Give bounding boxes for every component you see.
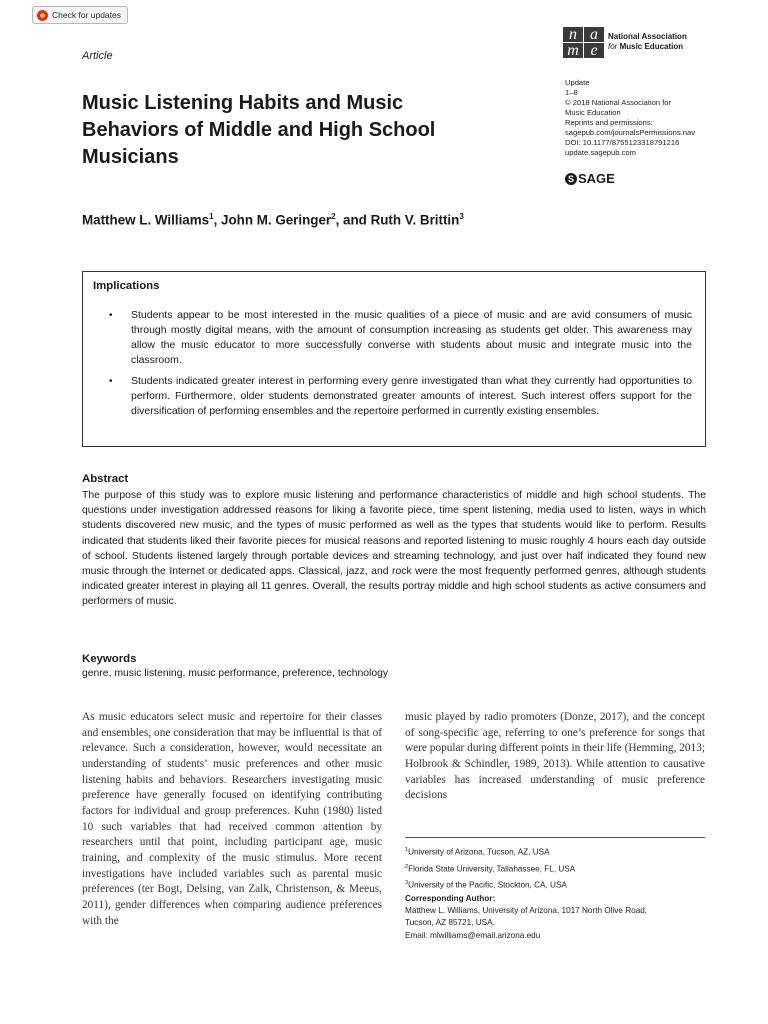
affiliations-list (405, 843, 575, 893)
implication-item (109, 308, 692, 368)
body-text-right-column: music played by radio promoters (Donze, 2017), and the concept of song-specific age, referring to one’s preference for songs that were popular during different points in their life (Hemming, 2013; Holbrook & Schindler, 1989, 2013). While attention to causative variables has increased understanding of music preference decisions (405, 711, 705, 802)
keywords-text: genre, music listening, music performance, preference, technology (82, 668, 389, 679)
bullet-icon: • (109, 376, 113, 387)
affiliation-item (405, 860, 575, 877)
footnote-divider (405, 837, 705, 838)
copyright-line1: © 2018 National Association for (565, 98, 672, 107)
sage-logo-text: SAGE (578, 171, 615, 186)
email-label: Email: (405, 930, 431, 940)
author-name: Ruth V. Brittin (370, 212, 460, 228)
author-separator: , (213, 212, 222, 228)
affiliation-item (405, 876, 575, 893)
reprints-label: Reprints and permissions: (565, 118, 653, 127)
abstract-heading: Abstract (82, 473, 129, 485)
abstract-text: The purpose of this study was to explore music listening and performance characteristics of middle and high school students. The questions under investigation addressed reasons for liking a favorite piece, time spent listening, media used to listen, ways in which students discovered new music, and the types of music performed as well as the types that students would like to perform. Results indicated that students liked their favorite pieces for musical reasons and reported listening to music roughly 4 hours each day outside of school. Students listened largely through portable devices and streaming technology, and just over half indicated they found new music through the Internet or dedicated apps. Classical, jazz, and rock were the most frequently performed genres, although students indicated greater interest in playing all 11 genres. Overall, the results portray middle and high school students as active consumers and performers of music. (82, 490, 706, 608)
author-affiliation-sup: 3 (459, 212, 464, 221)
check-for-updates-button[interactable] (32, 6, 128, 24)
body-text-left-column: As music educators select music and repertoire for their classes and ensembles, one consideration that may be influential is that of relevance. Such a consideration, however, would necessitate an understanding of students’ music preferences and other music listening habits and behaviors. Researchers investigating music preference have generally focused on identifying contributing factors for individual and group preferences. Kuhn (1980) listed 10 such variables that had received common attention by researchers until that point, including participant age, music training, and complexity of the music stimulus. More recent investigations have included variables such as parental music preferences (ter Bogt, Delsing, van Zalk, Christenson, & Meeus, 2011), gender differences when comparing audience preferences with the (82, 711, 382, 927)
check-for-updates-label: Check for updates (52, 10, 121, 20)
logo-line2-rest: Music Education (619, 42, 684, 51)
author-affiliation-sup: 2 (331, 212, 336, 221)
affiliation-sup: 3 (405, 880, 409, 887)
affiliation-sup: 1 (405, 847, 409, 853)
affiliation-item (405, 843, 575, 860)
corresponding-author (405, 893, 705, 942)
sage-logo (565, 171, 615, 186)
corresponding-author-address: Matthew L. Williams, University of Arizona, 1017 North Olive Road, (405, 906, 648, 916)
affiliation-text: University of Arizona, Tucson, AZ, USA (408, 847, 550, 857)
paper-title: Music Listening Habits and Music Behaviors of Middle and High School Musicians (82, 92, 436, 168)
author-list (82, 212, 464, 227)
keywords-heading: Keywords (82, 653, 137, 665)
implications-box (82, 271, 706, 447)
doi-text[interactable]: DOI: 10.1177/8755123318791216 (565, 138, 680, 147)
name-logo (563, 27, 687, 58)
journal-url-link[interactable]: update.sagepub.com (565, 148, 636, 157)
copyright-line2: Music Education (565, 108, 621, 117)
article-type-label: Article (82, 50, 113, 62)
journal-meta (565, 78, 695, 158)
author-affiliation-sup: 1 (209, 212, 214, 221)
implications-heading: Implications (93, 280, 160, 292)
sage-circle-icon: S (565, 173, 577, 185)
journal-pages: 1–8 (565, 88, 578, 97)
author-name: John M. Geringer (221, 212, 332, 228)
crossmark-icon (37, 10, 48, 21)
bullet-icon: • (109, 310, 113, 321)
corresponding-author-label: Corresponding Author: (405, 894, 496, 903)
logo-text (608, 32, 687, 52)
permissions-link[interactable]: sagepub.com/journalsPermissions.nav (565, 128, 696, 137)
logo-letter-a: a (584, 27, 604, 42)
implication-text: Students appear to be most interested in the music qualities of a piece of music and are avid consumers of music through mostly digital means, with the amount of consumption increasing as students get older. This awareness may allow the music educator to more successfully converse with students about music and integrate music into the classroom. (131, 309, 692, 366)
email-link[interactable]: mlwilliams@email.arizona.edu (430, 930, 541, 940)
logo-letter-n: n (563, 27, 583, 42)
logo-line1: National Association (608, 32, 687, 41)
journal-name: Update (565, 78, 590, 87)
author-name: Matthew L. Williams (82, 212, 210, 228)
author-separator: , and (335, 212, 371, 228)
name-logo-mark (563, 27, 604, 58)
affiliation-text: Florida State University, Tallahassee, FL, USA (408, 864, 576, 874)
affiliation-text: University of the Pacific, Stockton, CA, USA (408, 881, 567, 891)
affiliation-sup: 2 (405, 863, 409, 870)
logo-letter-e: e (584, 43, 604, 58)
corresponding-author-address: Tucson, AZ 85721, USA. (405, 918, 495, 928)
implication-item (109, 374, 692, 419)
corresponding-author-email-row (405, 930, 705, 942)
logo-letter-m: m (563, 43, 583, 58)
logo-line2-prefix: for (608, 42, 618, 51)
implication-text: Students indicated greater interest in performing every genre investigated than what they currently had opportunities to perform. Furthermore, older students demonstrated greater amounts of interest. Such interest offers support for the diversification of performing ensembles and the repertoire performed in currently existing ensembles. (131, 375, 692, 417)
logo-line2 (608, 42, 687, 52)
